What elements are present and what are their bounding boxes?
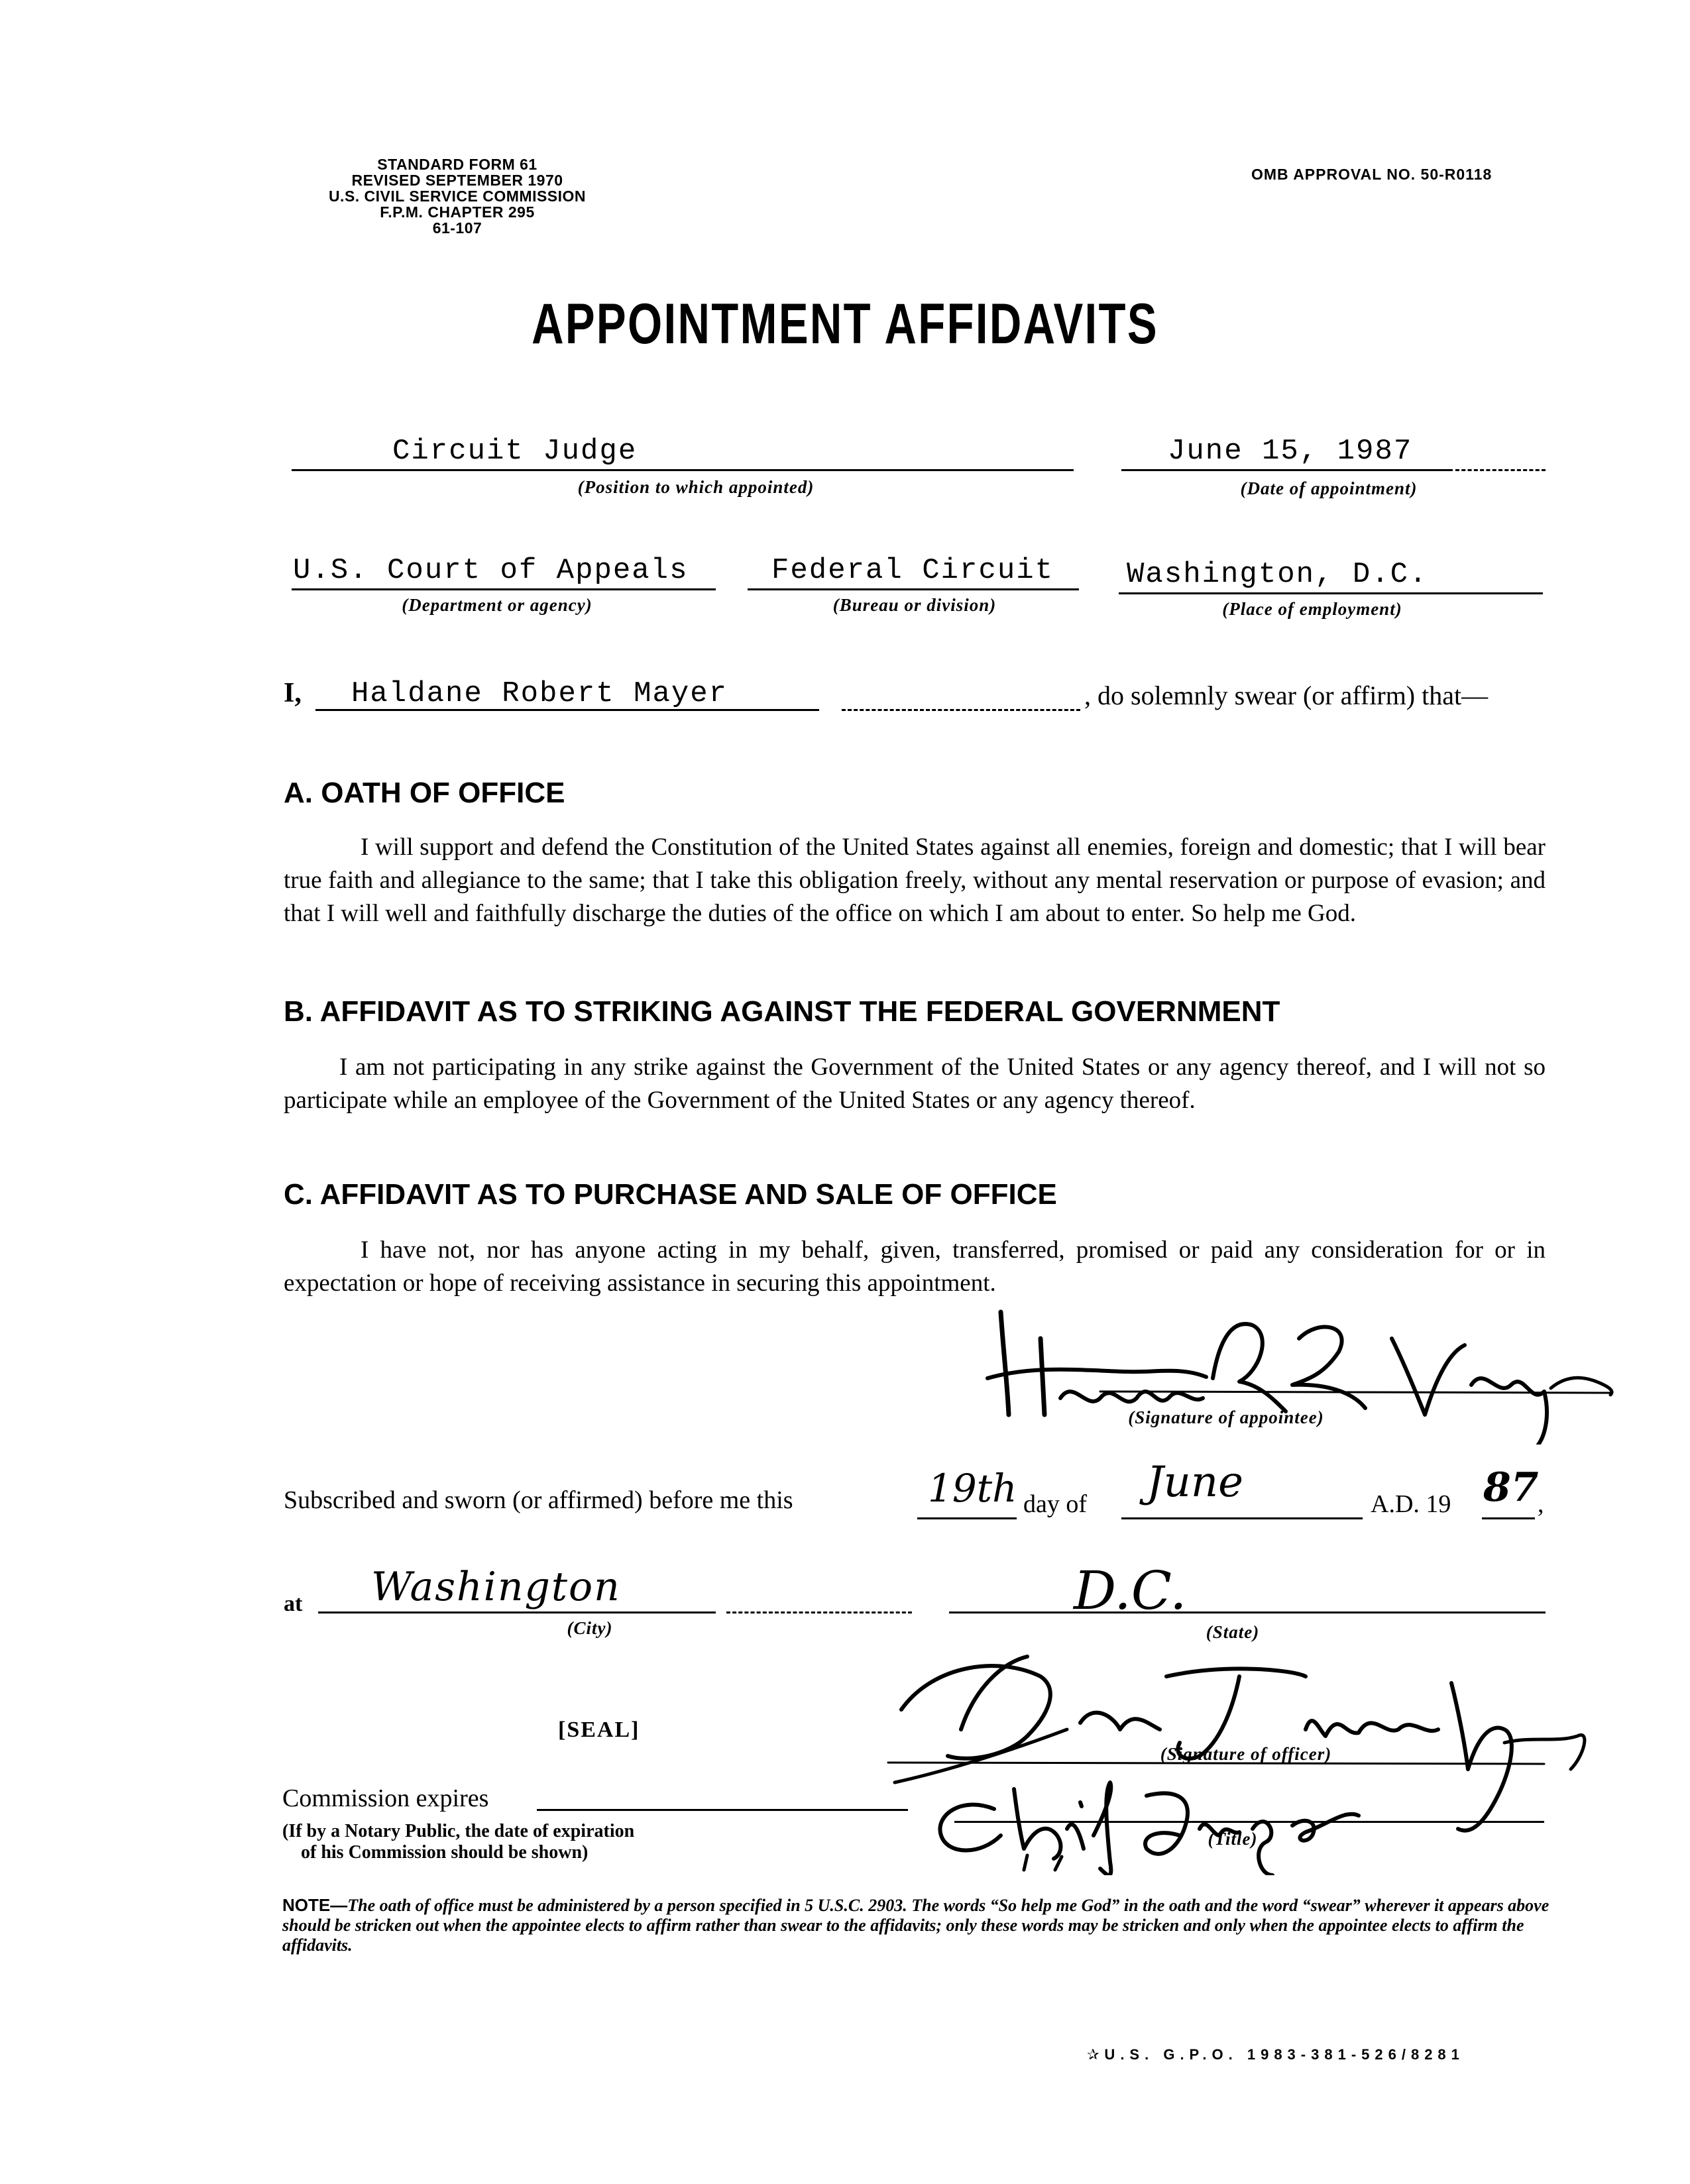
note-text: The oath of office must be administered by a person specified in 5 U.S.C. 2903. The words “So help me God” in the oath and the word “swear” wherever it appears above should be stricken out when the appointee elects to affirm rather than swear to the affidavits; only these words may be stricken and only when the appointee elects to affirm the affidavits. bbox=[282, 1896, 1549, 1955]
sworn-year[interactable]: 87 bbox=[1483, 1464, 1539, 1511]
sworn-month[interactable]: June bbox=[1147, 1458, 1243, 1507]
date-of-appointment-value[interactable]: June 15, 1987 bbox=[1168, 435, 1413, 468]
department-value[interactable]: U.S. Court of Appeals bbox=[293, 554, 689, 587]
name-underline-dashed bbox=[842, 709, 1080, 711]
form-note bbox=[282, 1895, 1555, 1955]
form-agency: U.S. CIVIL SERVICE COMMISSION bbox=[328, 188, 587, 205]
position-caption: (Position to which appointed) bbox=[577, 477, 815, 497]
sworn-prefix: Subscribed and sworn (or affirmed) before me this bbox=[284, 1486, 793, 1514]
commission-note-line-1: (If by a Notary Public, the date of expiration bbox=[282, 1821, 635, 1841]
form-identifier-block bbox=[285, 156, 630, 236]
sworn-day[interactable]: 19th bbox=[928, 1466, 1017, 1511]
form-number: STANDARD FORM 61 bbox=[377, 156, 537, 173]
city-caption: (City) bbox=[567, 1618, 613, 1638]
sworn-day-underline bbox=[917, 1517, 1017, 1519]
title-caption: (Title) bbox=[1208, 1829, 1258, 1849]
appointee-name[interactable]: Haldane Robert Mayer bbox=[351, 677, 728, 710]
section-b-heading: B. AFFIDAVIT AS TO STRIKING AGAINST THE FEDERAL GOVERNMENT bbox=[284, 995, 1280, 1028]
title-underline bbox=[954, 1821, 1544, 1823]
city-underline bbox=[318, 1611, 716, 1613]
sworn-trailing: , bbox=[1538, 1490, 1544, 1518]
note-label: NOTE— bbox=[282, 1895, 348, 1915]
section-a-heading: A. OATH OF OFFICE bbox=[284, 777, 565, 809]
at-label: at bbox=[284, 1592, 303, 1616]
place-caption: (Place of employment) bbox=[1222, 599, 1402, 619]
city-underline-dashed bbox=[726, 1611, 912, 1613]
sworn-day-label: day of bbox=[1023, 1490, 1088, 1518]
commission-underline bbox=[537, 1809, 908, 1811]
place-underline bbox=[1119, 592, 1543, 594]
city-value[interactable]: Washington bbox=[371, 1564, 621, 1610]
form-code: 61-107 bbox=[432, 219, 482, 237]
sworn-ad-label: A.D. 19 bbox=[1371, 1490, 1451, 1518]
place-value[interactable]: Washington, D.C. bbox=[1127, 558, 1428, 591]
position-underline bbox=[292, 469, 1074, 471]
swear-suffix: , do solemnly swear (or affirm) that— bbox=[1084, 681, 1489, 710]
omb-approval: OMB APPROVAL NO. 50-R0118 bbox=[1251, 166, 1493, 183]
page-title: APPOINTMENT AFFIDAVITS bbox=[532, 292, 1158, 356]
commission-note bbox=[282, 1821, 634, 1863]
state-underline bbox=[949, 1611, 1546, 1613]
appointee-signature-caption: (Signature of appointee) bbox=[1128, 1407, 1324, 1427]
section-c-text: I have not, nor has anyone acting in my behalf, given, transferred, promised or paid any consideration for or in expectation or hope of receiving assistance in securing this appointment. bbox=[284, 1236, 1546, 1297]
date-caption: (Date of appointment) bbox=[1240, 478, 1418, 498]
sworn-month-underline bbox=[1121, 1517, 1363, 1519]
swear-prefix: I, bbox=[284, 678, 302, 708]
commission-label: Commission expires bbox=[282, 1784, 489, 1812]
officer-signature-caption: (Signature of officer) bbox=[1160, 1744, 1332, 1764]
position-value[interactable]: Circuit Judge bbox=[392, 435, 638, 468]
form-chapter: F.P.M. CHAPTER 295 bbox=[380, 203, 535, 221]
seal-label: [SEAL] bbox=[558, 1718, 640, 1742]
section-c-heading: C. AFFIDAVIT AS TO PURCHASE AND SALE OF OFFICE bbox=[284, 1178, 1057, 1211]
date-underline bbox=[1121, 469, 1453, 471]
bureau-caption: (Bureau or division) bbox=[832, 595, 997, 615]
bureau-value[interactable]: Federal Circuit bbox=[771, 554, 1054, 587]
gpo-code: ✰U.S. G.P.O. 1983-381-526/8281 bbox=[1087, 2046, 1465, 2063]
section-a-text: I will support and defend the Constitution of the United States against all enemies, foreign and domestic; that I will bear true faith and allegiance to the same; that I take this obligation freely, without any mental reservation or purpose of evasion; and that I will well and faithfully discharge the duties of the office on which I am about to enter. So help me God. bbox=[284, 834, 1546, 927]
date-underline-dashed bbox=[1455, 469, 1546, 471]
state-value[interactable]: D.C. bbox=[1074, 1560, 1187, 1621]
department-caption: (Department or agency) bbox=[402, 595, 592, 615]
bureau-underline bbox=[748, 588, 1079, 590]
department-underline bbox=[292, 588, 716, 590]
commission-note-line-2: of his Commission should be shown) bbox=[301, 1842, 589, 1863]
form-revision: REVISED SEPTEMBER 1970 bbox=[351, 172, 563, 189]
state-caption: (State) bbox=[1206, 1622, 1260, 1642]
section-b-text: I am not participating in any strike against the Government of the United States or any agency thereof, and I will not so participate while an employee of the Government of the United States or any agency thereof. bbox=[284, 1054, 1546, 1114]
sworn-year-underline bbox=[1482, 1517, 1535, 1519]
